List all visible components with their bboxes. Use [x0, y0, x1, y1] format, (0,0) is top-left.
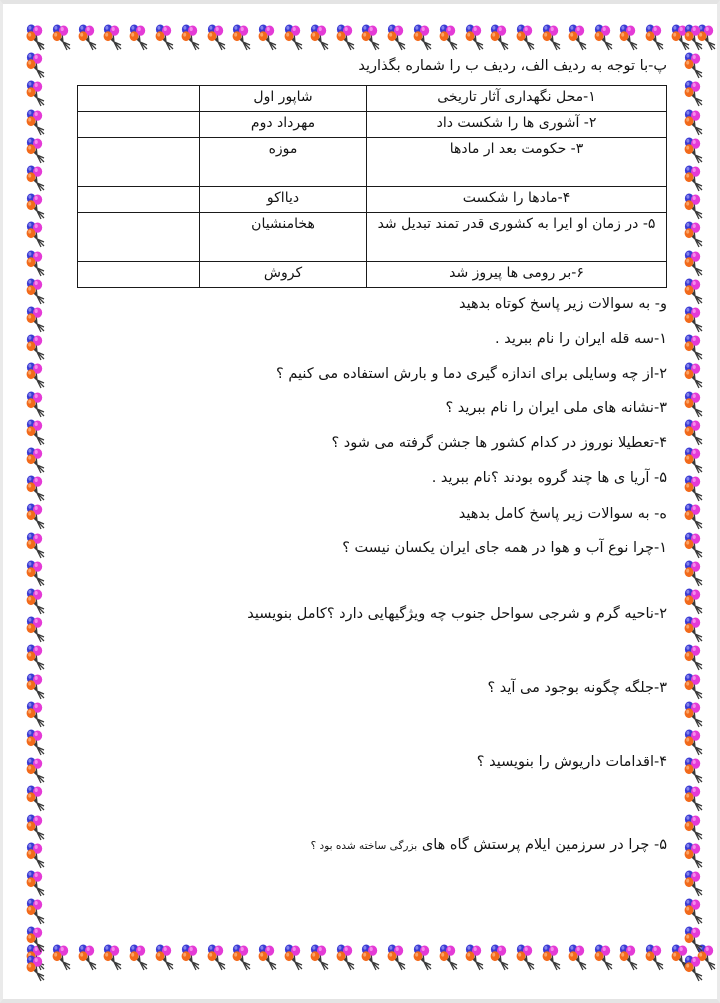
balloon-cluster-icon: [681, 360, 707, 390]
table-cell-column-a: ۴-مادها را شکست: [367, 187, 667, 213]
matching-table-body: [78, 86, 667, 288]
balloon-cluster-icon: [487, 942, 513, 972]
balloon-cluster-icon: [681, 868, 707, 898]
balloon-cluster-icon: [23, 304, 49, 334]
table-row: [78, 138, 667, 187]
balloon-cluster-icon: [539, 942, 565, 972]
balloon-cluster-icon: [681, 135, 707, 165]
balloon-cluster-icon: [23, 586, 49, 616]
table-cell-answer-blank[interactable]: [78, 213, 200, 262]
balloon-cluster-icon: [681, 783, 707, 813]
balloon-cluster-icon: [23, 360, 49, 390]
balloon-cluster-icon: [204, 942, 230, 972]
balloon-cluster-icon: [23, 812, 49, 842]
table-cell-column-a: ۱-محل نگهداری آثار تاریخی: [367, 86, 667, 112]
balloon-border-top: [23, 22, 713, 54]
balloon-cluster-icon: [49, 942, 75, 972]
table-cell-column-b: کروش: [200, 262, 367, 288]
balloon-cluster-icon: [23, 417, 49, 447]
full-answer-heading: ه- به سوالات زیر پاسخ کامل بدهید: [458, 505, 667, 522]
balloon-cluster-icon: [681, 671, 707, 701]
balloon-cluster-icon: [229, 942, 255, 972]
balloon-cluster-icon: [681, 276, 707, 306]
table-row: [78, 262, 667, 288]
table-cell-column-b: دیااکو: [200, 187, 367, 213]
balloon-cluster-icon: [23, 78, 49, 108]
balloon-cluster-icon: [229, 22, 255, 52]
balloon-cluster-icon: [178, 942, 204, 972]
balloon-cluster-icon: [681, 755, 707, 785]
balloon-cluster-icon: [23, 530, 49, 560]
balloon-cluster-icon: [23, 163, 49, 193]
balloon-cluster-icon: [23, 248, 49, 278]
balloon-cluster-icon: [487, 22, 513, 52]
matching-table: [77, 85, 667, 288]
balloon-border-right: [681, 22, 713, 974]
balloon-cluster-icon: [681, 219, 707, 249]
balloon-cluster-icon: [681, 22, 707, 52]
balloon-cluster-icon: [23, 953, 49, 983]
balloon-cluster-icon: [681, 953, 707, 983]
table-row: [78, 213, 667, 262]
short-answer-question-2: ۲-از چه وسایلی برای اندازه گیری دما و بارش استفاده می کنیم ؟: [276, 365, 667, 382]
balloon-cluster-icon: [591, 22, 617, 52]
balloon-cluster-icon: [591, 942, 617, 972]
balloon-cluster-icon: [681, 107, 707, 137]
balloon-cluster-icon: [23, 840, 49, 870]
full-answer-section: [57, 504, 667, 858]
balloon-cluster-icon: [23, 614, 49, 644]
balloon-cluster-icon: [436, 942, 462, 972]
balloon-cluster-icon: [126, 22, 152, 52]
balloon-cluster-icon: [204, 22, 230, 52]
worksheet-content: [57, 56, 667, 857]
balloon-cluster-icon: [681, 924, 707, 954]
balloon-cluster-icon: [281, 942, 307, 972]
balloon-cluster-icon: [513, 22, 539, 52]
full-answer-question-5-main: ۵- چرا در سرزمین ایلام پرستش گاه های: [417, 837, 667, 854]
short-answer-question-4: ۴-تعطیلا نوروز در کدام کشور ها جشن گرفته می شود ؟: [331, 435, 667, 452]
balloon-cluster-icon: [616, 942, 642, 972]
balloon-cluster-icon: [358, 942, 384, 972]
balloon-cluster-icon: [23, 671, 49, 701]
balloon-cluster-icon: [23, 783, 49, 813]
balloon-cluster-icon: [23, 22, 49, 52]
balloon-cluster-icon: [23, 501, 49, 531]
balloon-cluster-icon: [49, 22, 75, 52]
balloon-cluster-icon: [681, 163, 707, 193]
full-answer-question-5: [57, 835, 667, 857]
table-cell-answer-blank[interactable]: [78, 262, 200, 288]
balloon-cluster-icon: [681, 501, 707, 531]
balloon-cluster-icon: [23, 332, 49, 362]
full-answer-question-5-tail: بزرگی ساخته شده بود ؟: [310, 840, 418, 853]
balloon-cluster-icon: [616, 22, 642, 52]
paper-sheet: [9, 8, 717, 994]
table-cell-column-b: مهرداد دوم: [200, 112, 367, 138]
balloon-cluster-icon: [462, 22, 488, 52]
balloon-cluster-icon: [23, 50, 49, 80]
balloon-cluster-icon: [681, 727, 707, 757]
balloon-cluster-icon: [152, 22, 178, 52]
balloon-cluster-icon: [681, 812, 707, 842]
balloon-cluster-icon: [23, 22, 49, 52]
short-answer-section: [57, 294, 667, 490]
balloon-cluster-icon: [23, 924, 49, 954]
balloon-cluster-icon: [23, 868, 49, 898]
table-cell-answer-blank[interactable]: [78, 187, 200, 213]
balloon-cluster-icon: [410, 22, 436, 52]
balloon-cluster-icon: [152, 942, 178, 972]
full-answer-question-4: ۴-اقدامات داریوش را بنویسید ؟: [476, 753, 667, 770]
balloon-cluster-icon: [681, 586, 707, 616]
balloon-cluster-icon: [681, 699, 707, 729]
balloon-cluster-icon: [23, 445, 49, 475]
balloon-cluster-icon: [681, 614, 707, 644]
table-cell-column-b: موزه: [200, 138, 367, 187]
table-cell-column-b: هخامنشیان: [200, 213, 367, 262]
table-cell-column-a: ۶-بر رومی ها پیروز شد: [367, 262, 667, 288]
short-answer-question-3: ۳-نشانه های ملی ایران را نام ببرید ؟: [445, 400, 667, 417]
balloon-cluster-icon: [23, 699, 49, 729]
full-answer-question-1: ۱-چرا نوع آب و هوا در همه جای ایران یکسان نیست ؟: [342, 540, 667, 557]
balloon-cluster-icon: [410, 942, 436, 972]
balloon-cluster-icon: [23, 727, 49, 757]
balloon-border-left: [23, 22, 55, 974]
full-answer-question-3: ۳-جلگه چگونه بوجود می آید ؟: [487, 679, 667, 696]
full-answer-question-2: ۲-ناحیه گرم و شرجی سواحل جنوب چه ویژگیهایی دارد ؟کامل بنویسید: [247, 606, 667, 623]
balloon-cluster-icon: [358, 22, 384, 52]
balloon-cluster-icon: [436, 22, 462, 52]
balloon-cluster-icon: [23, 107, 49, 137]
balloon-cluster-icon: [333, 22, 359, 52]
short-answer-question-5: ۵- آریا ی ها چند گروه بودند ؟نام ببرید .: [431, 469, 667, 486]
balloon-cluster-icon: [333, 942, 359, 972]
balloon-cluster-icon: [100, 942, 126, 972]
balloon-cluster-icon: [694, 942, 720, 972]
balloon-cluster-icon: [681, 445, 707, 475]
table-cell-column-a: ۳- حکومت بعد ار مادها: [367, 138, 667, 187]
balloon-cluster-icon: [307, 22, 333, 52]
balloon-cluster-icon: [681, 840, 707, 870]
balloon-cluster-icon: [681, 642, 707, 672]
balloon-cluster-icon: [23, 389, 49, 419]
balloon-cluster-icon: [23, 473, 49, 503]
balloon-cluster-icon: [642, 22, 668, 52]
balloon-cluster-icon: [681, 896, 707, 926]
balloon-cluster-icon: [23, 896, 49, 926]
balloon-cluster-icon: [23, 276, 49, 306]
balloon-cluster-icon: [255, 942, 281, 972]
short-answer-heading: و- به سوالات زیر پاسخ کوتاه بدهید: [458, 296, 667, 313]
balloon-border-bottom: [23, 942, 713, 974]
balloon-cluster-icon: [681, 50, 707, 80]
balloon-cluster-icon: [539, 22, 565, 52]
balloon-cluster-icon: [178, 22, 204, 52]
balloon-cluster-icon: [681, 473, 707, 503]
balloon-cluster-icon: [642, 942, 668, 972]
balloon-cluster-icon: [23, 942, 49, 972]
balloon-cluster-icon: [681, 389, 707, 419]
balloon-cluster-icon: [681, 558, 707, 588]
balloon-cluster-icon: [681, 248, 707, 278]
table-cell-answer-blank[interactable]: [78, 138, 200, 187]
balloon-cluster-icon: [100, 22, 126, 52]
balloon-cluster-icon: [23, 191, 49, 221]
balloon-cluster-icon: [75, 942, 101, 972]
table-cell-column-b: شاپور اول: [200, 86, 367, 112]
table-row: [78, 86, 667, 112]
balloon-cluster-icon: [307, 942, 333, 972]
balloon-cluster-icon: [681, 78, 707, 108]
table-row: [78, 112, 667, 138]
balloon-cluster-icon: [23, 135, 49, 165]
balloon-cluster-icon: [384, 22, 410, 52]
balloon-cluster-icon: [681, 332, 707, 362]
balloon-cluster-icon: [694, 22, 720, 52]
balloon-cluster-icon: [681, 304, 707, 334]
balloon-cluster-icon: [126, 942, 152, 972]
balloon-cluster-icon: [23, 755, 49, 785]
balloon-cluster-icon: [462, 942, 488, 972]
balloon-cluster-icon: [255, 22, 281, 52]
balloon-cluster-icon: [23, 642, 49, 672]
balloon-cluster-icon: [565, 22, 591, 52]
balloon-cluster-icon: [384, 942, 410, 972]
balloon-cluster-icon: [513, 942, 539, 972]
balloon-cluster-icon: [75, 22, 101, 52]
balloon-cluster-icon: [565, 942, 591, 972]
balloon-cluster-icon: [668, 22, 694, 52]
table-cell-column-a: ۵- در زمان او ایرا به کشوری قدر تمند تبدیل شد: [367, 213, 667, 262]
balloon-cluster-icon: [681, 530, 707, 560]
balloon-cluster-icon: [23, 219, 49, 249]
short-answer-question-1: ۱-سه قله ایران را نام ببرید .: [495, 330, 667, 347]
table-cell-column-a: ۲- آشوری ها را شکست داد: [367, 112, 667, 138]
balloon-cluster-icon: [681, 417, 707, 447]
balloon-cluster-icon: [668, 942, 694, 972]
balloon-cluster-icon: [681, 191, 707, 221]
matching-instruction: پ-با توجه به ردیف الف، ردیف ب را شماره بگذارید: [358, 58, 667, 74]
table-cell-answer-blank[interactable]: [78, 112, 200, 138]
table-row: [78, 187, 667, 213]
table-cell-answer-blank[interactable]: [78, 86, 200, 112]
balloon-cluster-icon: [281, 22, 307, 52]
balloon-cluster-icon: [23, 558, 49, 588]
